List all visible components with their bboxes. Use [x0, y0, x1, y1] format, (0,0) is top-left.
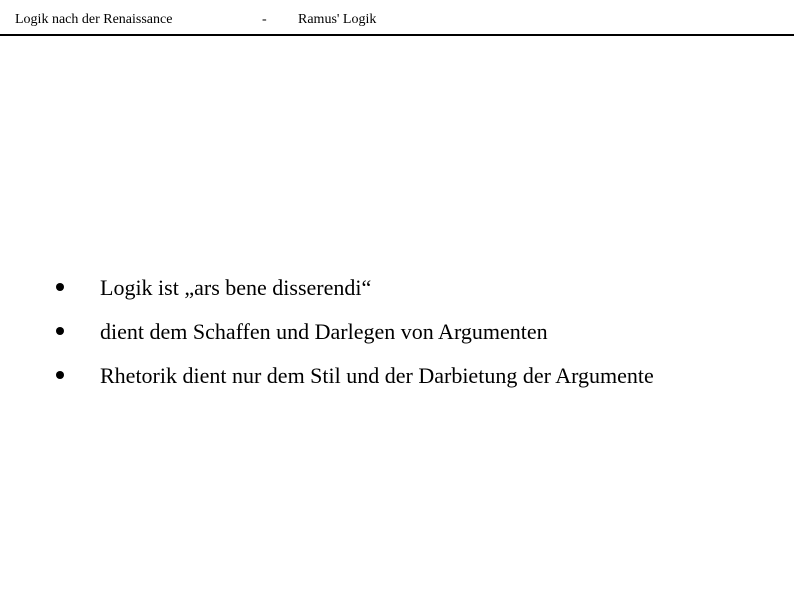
bullet-list — [0, 266, 794, 442]
bullet-text: Logik ist „ars bene disserendi“ — [100, 275, 372, 300]
slide-header — [0, 0, 794, 36]
bullet-text: Rhetorik dient nur dem Stil und der Darbietung der Argumente — [100, 363, 654, 388]
list-item — [0, 354, 794, 442]
header-section-title: Logik nach der Renaissance — [15, 12, 173, 27]
bullet-text: dient dem Schaffen und Darlegen von Argumenten — [100, 319, 548, 344]
header-slide-title: Ramus' Logik — [298, 12, 377, 27]
list-item — [0, 266, 794, 310]
bullet-icon — [56, 371, 64, 379]
header-separator: - — [262, 12, 267, 27]
bullet-icon — [56, 283, 64, 291]
bullet-icon — [56, 327, 64, 335]
list-item — [0, 310, 794, 354]
